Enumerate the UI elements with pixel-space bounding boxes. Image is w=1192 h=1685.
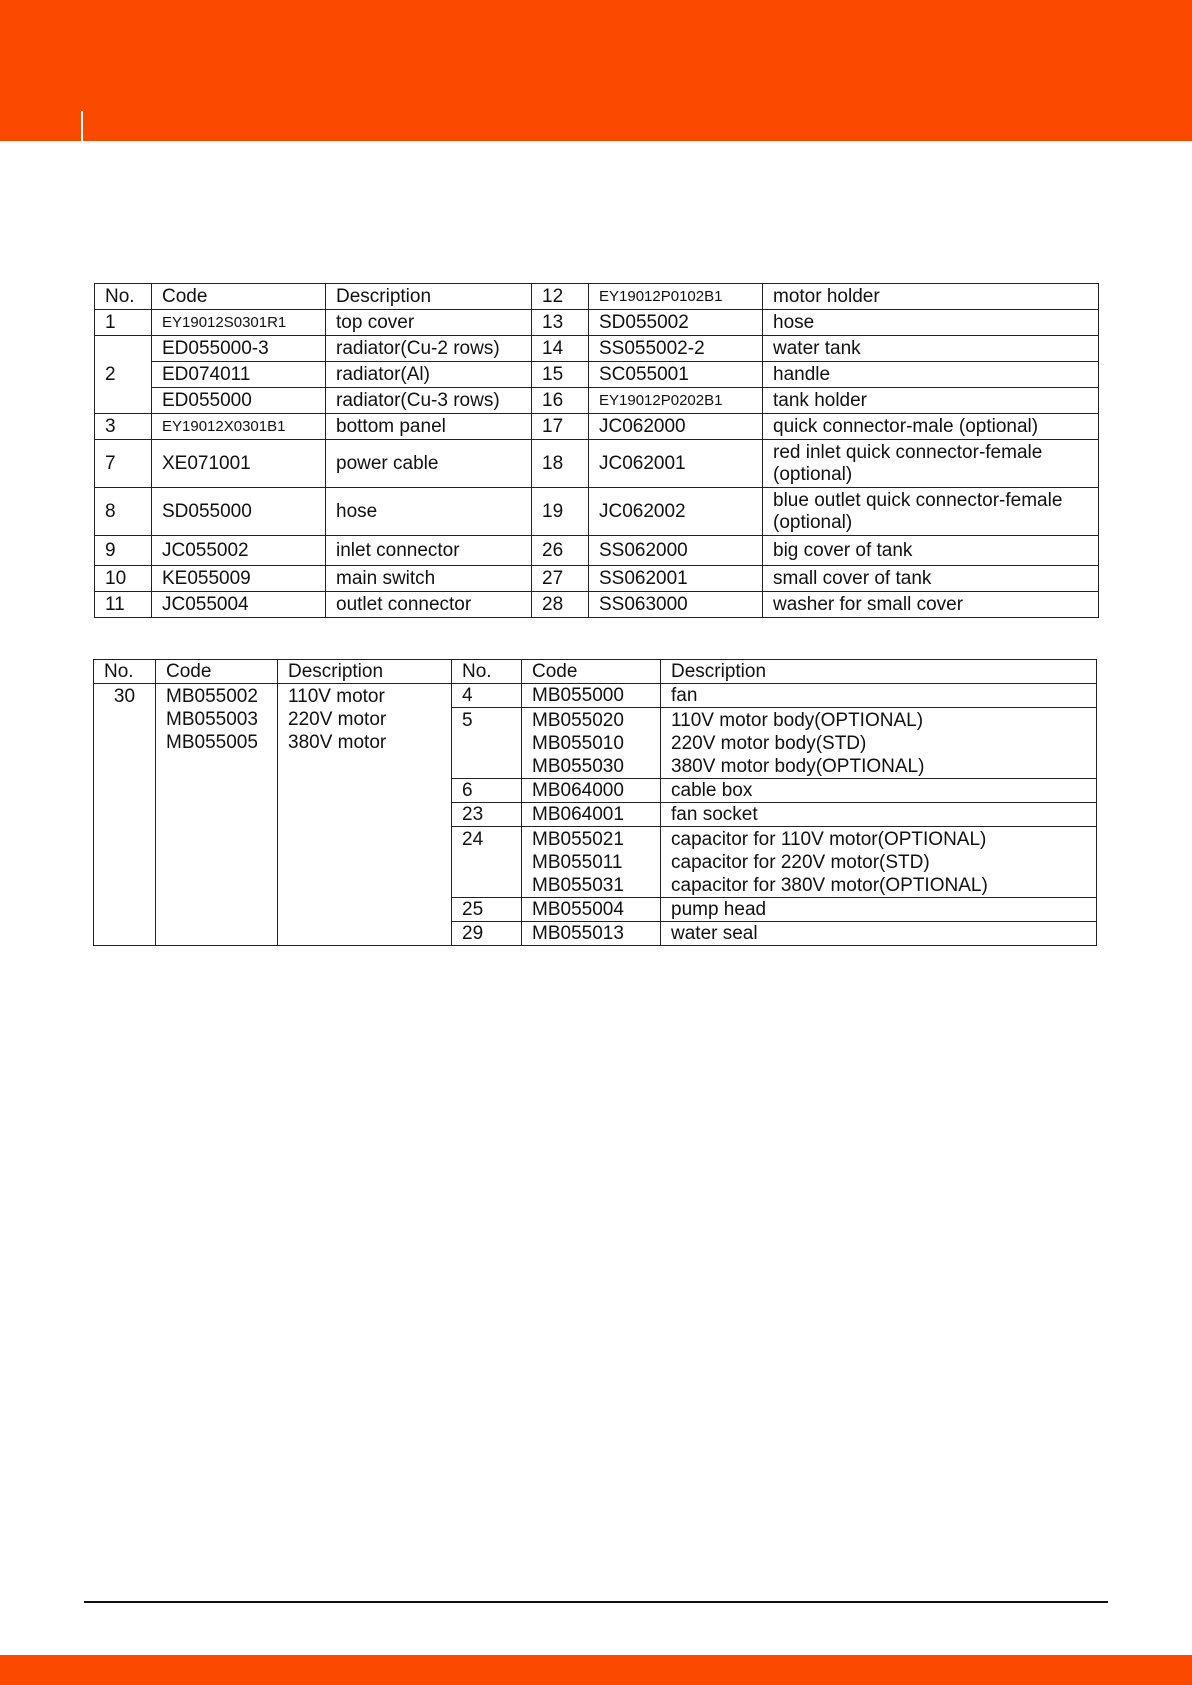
- cell-code: SD055000: [152, 488, 326, 536]
- cell-code: [522, 708, 661, 779]
- cell-no: 19: [532, 488, 589, 536]
- cell-code: JC055004: [152, 592, 326, 618]
- code-line: MB055002: [166, 686, 258, 707]
- table-row: [95, 566, 1099, 592]
- cell-description: red inlet quick connector-female (optional): [763, 440, 1099, 488]
- cell-description: [278, 684, 452, 946]
- cell-code: EY19012X0301B1: [152, 414, 326, 440]
- cell-no: 9: [95, 536, 152, 566]
- table-row: [95, 536, 1099, 566]
- cell-description: small cover of tank: [763, 566, 1099, 592]
- cell-code: SC055001: [589, 362, 763, 388]
- code-line: MB055003: [166, 709, 258, 730]
- cell-description: cable box: [661, 779, 1097, 803]
- cell-code: [522, 827, 661, 898]
- cell-code: EY19012P0102B1: [589, 284, 763, 310]
- header-code: Code: [156, 660, 278, 684]
- cell-code: SS063000: [589, 592, 763, 618]
- cell-no: 1: [95, 310, 152, 336]
- cell-code: SS062000: [589, 536, 763, 566]
- table-row: [95, 592, 1099, 618]
- cell-description: fan socket: [661, 803, 1097, 827]
- cell-description: hose: [763, 310, 1099, 336]
- cell-code: EY19012P0202B1: [589, 388, 763, 414]
- cell-description: [661, 708, 1097, 779]
- header-no: No.: [94, 660, 156, 684]
- footer-bar: [0, 1655, 1192, 1685]
- cell-description: fan: [661, 684, 1097, 708]
- cell-description: handle: [763, 362, 1099, 388]
- cell-code: EY19012S0301R1: [152, 310, 326, 336]
- header-no: No.: [452, 660, 522, 684]
- header-bar: [0, 0, 1192, 141]
- table-row: [95, 362, 1099, 388]
- description-line: 110V motor body(OPTIONAL): [671, 710, 924, 731]
- code-line: MB055005: [166, 732, 258, 753]
- table-header-row: [95, 284, 1099, 310]
- cell-description: hose: [326, 488, 532, 536]
- description-line: capacitor for 110V motor(OPTIONAL): [671, 829, 987, 850]
- code-line: MB055010: [532, 733, 624, 754]
- cell-no: 8: [95, 488, 152, 536]
- cell-description: motor holder: [763, 284, 1099, 310]
- cell-no: 2: [95, 336, 152, 414]
- code-line: MB055030: [532, 756, 624, 777]
- cell-code: [156, 684, 278, 946]
- cell-description: tank holder: [763, 388, 1099, 414]
- description-line: capacitor for 380V motor(OPTIONAL): [671, 875, 988, 896]
- cell-code: XE071001: [152, 440, 326, 488]
- header-no: No.: [95, 284, 152, 310]
- header-code: Code: [152, 284, 326, 310]
- cell-description: water seal: [661, 922, 1097, 946]
- cell-description: radiator(Cu-3 rows): [326, 388, 532, 414]
- cell-description: big cover of tank: [763, 536, 1099, 566]
- cell-code: MB064001: [522, 803, 661, 827]
- code-line: MB055020: [532, 710, 624, 731]
- cell-code: JC062002: [589, 488, 763, 536]
- footer-rule: [84, 1601, 1108, 1603]
- table-row: [95, 488, 1099, 536]
- cell-description: power cable: [326, 440, 532, 488]
- cell-code: KE055009: [152, 566, 326, 592]
- header-description: Description: [326, 284, 532, 310]
- table-row: [95, 336, 1099, 362]
- header-description: Description: [661, 660, 1097, 684]
- cell-no: 11: [95, 592, 152, 618]
- cell-code: ED055000-3: [152, 336, 326, 362]
- cell-code: JC062000: [589, 414, 763, 440]
- cell-description: water tank: [763, 336, 1099, 362]
- parts-table-2: [93, 659, 1097, 946]
- cell-description: washer for small cover: [763, 592, 1099, 618]
- table-row: [95, 388, 1099, 414]
- cell-code: ED055000: [152, 388, 326, 414]
- cell-description: inlet connector: [326, 536, 532, 566]
- cell-description: pump head: [661, 898, 1097, 922]
- cell-description: main switch: [326, 566, 532, 592]
- parts-table-1: [94, 283, 1099, 618]
- cell-no: 25: [452, 898, 522, 922]
- cell-no: 7: [95, 440, 152, 488]
- cell-no: 4: [452, 684, 522, 708]
- header-description: Description: [278, 660, 452, 684]
- cell-no: 28: [532, 592, 589, 618]
- table-row: [95, 440, 1099, 488]
- description-line: 220V motor: [288, 709, 387, 730]
- header-mark: [81, 111, 83, 141]
- description-line: 380V motor: [288, 732, 387, 753]
- cell-no: 16: [532, 388, 589, 414]
- cell-code: JC062001: [589, 440, 763, 488]
- cell-no: 15: [532, 362, 589, 388]
- code-line: MB055031: [532, 875, 624, 896]
- cell-no: 10: [95, 566, 152, 592]
- cell-no: 17: [532, 414, 589, 440]
- cell-description: top cover: [326, 310, 532, 336]
- table-row: [95, 310, 1099, 336]
- cell-code: MB064000: [522, 779, 661, 803]
- cell-no: 26: [532, 536, 589, 566]
- table-row: [94, 684, 1097, 708]
- description-line: 110V motor: [288, 686, 385, 707]
- cell-code: MB055013: [522, 922, 661, 946]
- code-line: MB055021: [532, 829, 624, 850]
- cell-description: radiator(Al): [326, 362, 532, 388]
- cell-code: SD055002: [589, 310, 763, 336]
- description-line: 380V motor body(OPTIONAL): [671, 756, 925, 777]
- cell-no: 14: [532, 336, 589, 362]
- cell-code: SS062001: [589, 566, 763, 592]
- cell-no: 29: [452, 922, 522, 946]
- cell-no: 12: [532, 284, 589, 310]
- cell-no: 6: [452, 779, 522, 803]
- description-line: capacitor for 220V motor(STD): [671, 852, 930, 873]
- cell-no: 24: [452, 827, 522, 898]
- cell-code: MB055004: [522, 898, 661, 922]
- cell-description: bottom panel: [326, 414, 532, 440]
- cell-description: outlet connector: [326, 592, 532, 618]
- table-header-row: [94, 660, 1097, 684]
- header-code: Code: [522, 660, 661, 684]
- cell-code: SS055002-2: [589, 336, 763, 362]
- cell-description: [661, 827, 1097, 898]
- cell-code: MB055000: [522, 684, 661, 708]
- table-row: [95, 414, 1099, 440]
- cell-no: 18: [532, 440, 589, 488]
- cell-code: ED074011: [152, 362, 326, 388]
- cell-code: JC055002: [152, 536, 326, 566]
- cell-no: 27: [532, 566, 589, 592]
- cell-no: 13: [532, 310, 589, 336]
- cell-description: radiator(Cu-2 rows): [326, 336, 532, 362]
- cell-no: 30: [94, 684, 156, 946]
- cell-description: quick connector-male (optional): [763, 414, 1099, 440]
- cell-no: 5: [452, 708, 522, 779]
- code-line: MB055011: [532, 852, 623, 873]
- cell-description: blue outlet quick connector-female (optional): [763, 488, 1099, 536]
- cell-no: 3: [95, 414, 152, 440]
- cell-no: 23: [452, 803, 522, 827]
- description-line: 220V motor body(STD): [671, 733, 867, 754]
